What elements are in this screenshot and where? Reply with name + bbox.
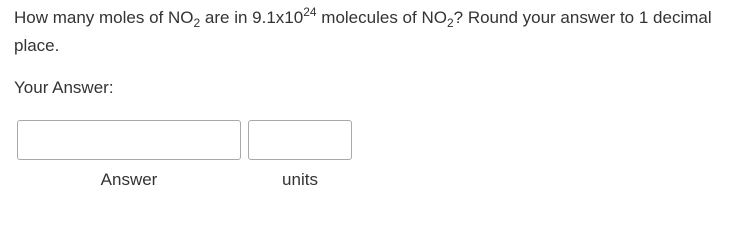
question-part-4: ? Round your answer to 1 decimal place. [14,8,712,55]
exponent-24: 24 [303,5,317,19]
question-text [14,4,740,60]
answer-input-label: Answer [100,170,158,189]
subscript-2: 2 [193,16,201,30]
question-part-3: molecules of NO [316,8,447,27]
units-input-label: units [282,170,318,189]
subscript-2-second: 2 [446,16,454,30]
your-answer-heading: Your Answer: [14,78,114,97]
answer-input[interactable] [17,120,241,160]
units-input[interactable] [248,120,352,160]
question-part-1: How many moles of NO [14,8,194,27]
question-part-2: are in 9.1x10 [200,8,304,27]
